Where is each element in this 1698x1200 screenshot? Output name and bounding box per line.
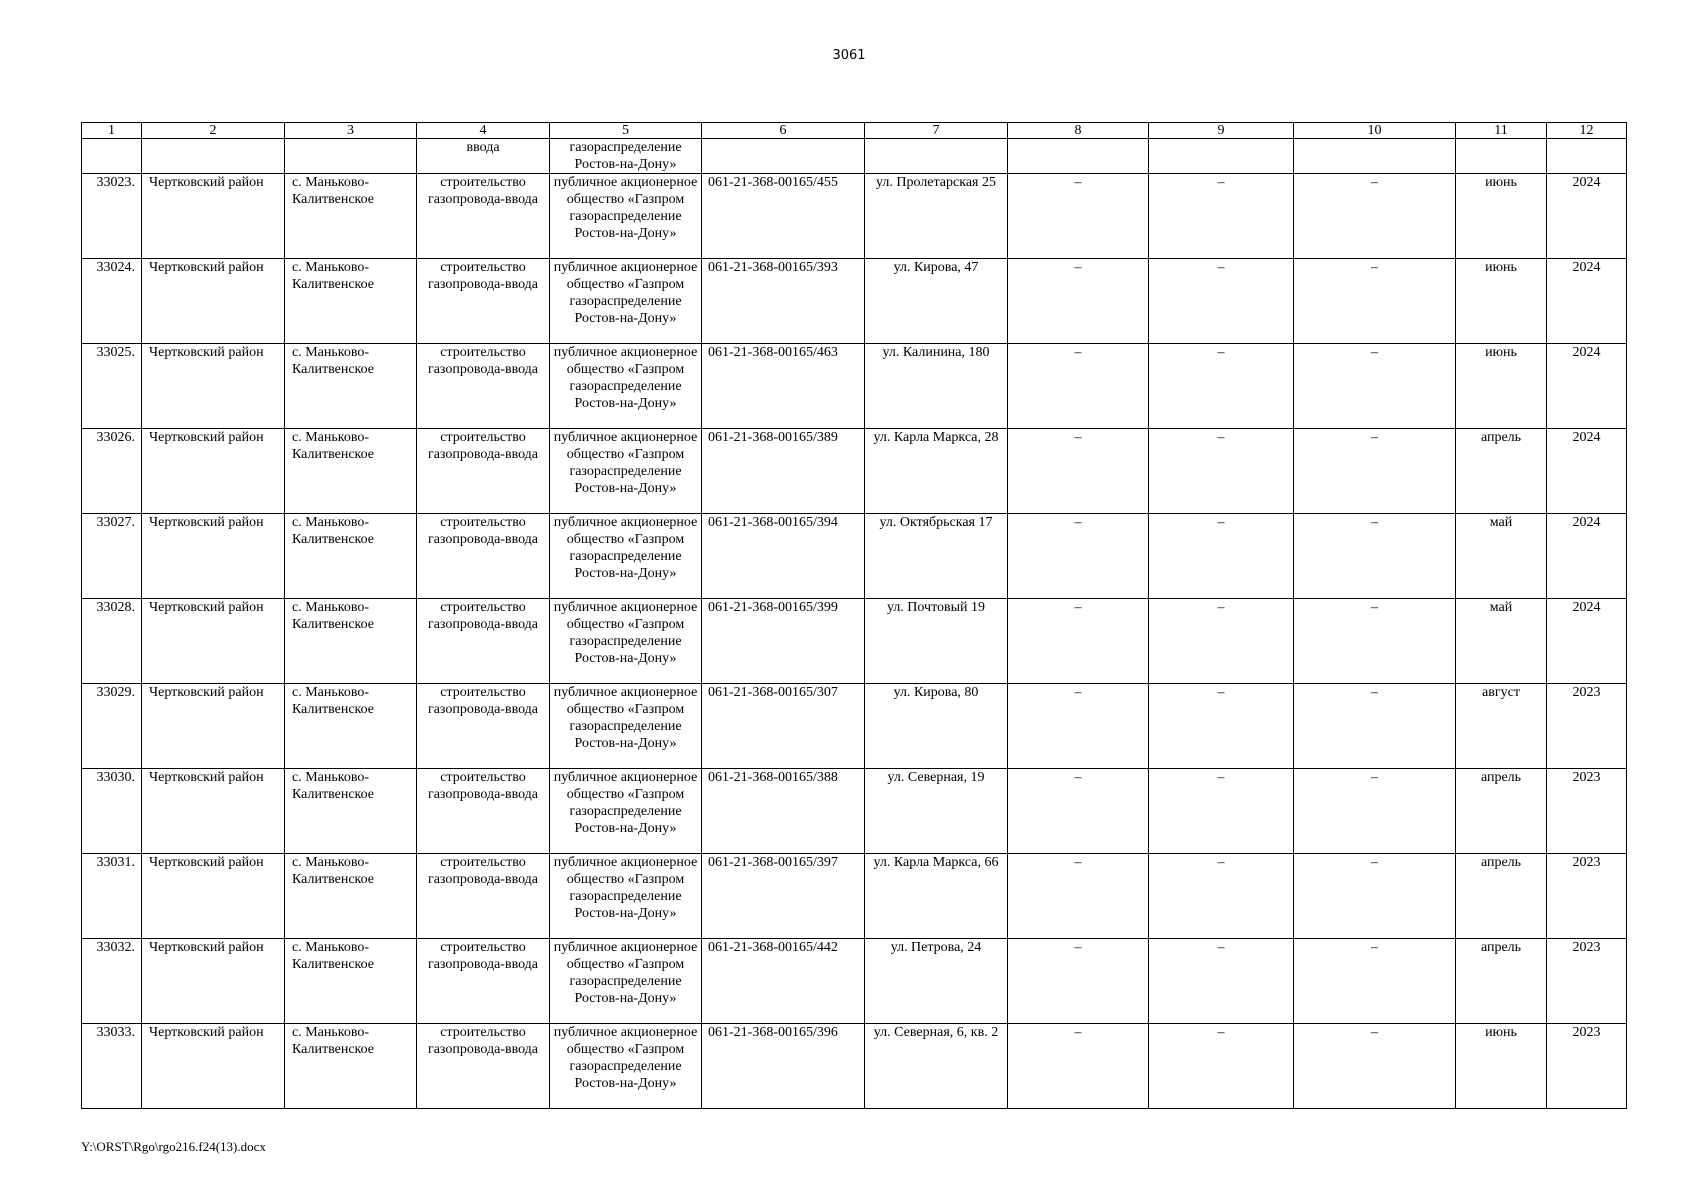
table-cell [1456,139,1547,174]
work-type-cell: строительство газопровода-ввода [417,1024,550,1109]
dash-cell: – [1149,344,1294,429]
year-cell: 2023 [1547,684,1627,769]
table-row [82,939,1627,1024]
registration-number-cell: 061-21-368-00165/442 [702,939,865,1024]
work-type-cell: строительство газопровода-ввода [417,769,550,854]
owner-cell: публичное акционерное общество «Газпром газораспределение Ростов-на-Дону» [550,684,702,769]
settlement-cell: с. Маньково-Калитвенское [285,514,417,599]
dash-cell: – [1294,344,1456,429]
month-cell: июнь [1456,174,1547,259]
table-cell [142,139,285,174]
dash-cell: – [1008,1024,1149,1109]
dash-cell: – [1008,854,1149,939]
file-path-footer: Y:\ORST\Rgo\rgo216.f24(13).docx [81,1139,266,1154]
registration-number-cell: 061-21-368-00165/388 [702,769,865,854]
address-cell: ул. Кирова, 80 [865,684,1008,769]
owner-cell: публичное акционерное общество «Газпром газораспределение Ростов-на-Дону» [550,259,702,344]
table-row [82,684,1627,769]
table-cell [1008,139,1149,174]
month-cell: август [1456,684,1547,769]
column-header: 11 [1456,123,1547,139]
dash-cell: – [1294,939,1456,1024]
district-cell: Чертковский район [142,939,285,1024]
table-header [82,123,1627,139]
column-header: 6 [702,123,865,139]
column-header: 3 [285,123,417,139]
month-cell: июнь [1456,1024,1547,1109]
district-cell: Чертковский район [142,514,285,599]
dash-cell: – [1149,769,1294,854]
continuation-row [82,139,1627,174]
owner-cell: публичное акционерное общество «Газпром газораспределение Ростов-на-Дону» [550,769,702,854]
owner-cell: публичное акционерное общество «Газпром газораспределение Ростов-на-Дону» [550,939,702,1024]
dash-cell: – [1008,769,1149,854]
row-number-cell: 33033. [82,1024,142,1109]
year-cell: 2023 [1547,769,1627,854]
work-type-cell: ввода [417,139,550,174]
work-type-cell: строительство газопровода-ввода [417,684,550,769]
registration-number-cell: 061-21-368-00165/399 [702,599,865,684]
year-cell: 2024 [1547,429,1627,514]
dash-cell: – [1149,174,1294,259]
settlement-cell: с. Маньково-Калитвенское [285,429,417,514]
column-header: 7 [865,123,1008,139]
table-cell [82,139,142,174]
address-cell: ул. Северная, 19 [865,769,1008,854]
table-row [82,514,1627,599]
year-cell: 2024 [1547,344,1627,429]
year-cell: 2024 [1547,514,1627,599]
owner-cell: публичное акционерное общество «Газпром газораспределение Ростов-на-Дону» [550,174,702,259]
dash-cell: – [1149,429,1294,514]
dash-cell: – [1294,429,1456,514]
registration-number-cell: 061-21-368-00165/393 [702,259,865,344]
owner-cell: публичное акционерное общество «Газпром газораспределение Ростов-на-Дону» [550,514,702,599]
column-header: 8 [1008,123,1149,139]
row-number-cell: 33027. [82,514,142,599]
district-cell: Чертковский район [142,429,285,514]
dash-cell: – [1008,259,1149,344]
year-cell: 2023 [1547,1024,1627,1109]
column-header: 9 [1149,123,1294,139]
work-type-cell: строительство газопровода-ввода [417,429,550,514]
district-cell: Чертковский район [142,684,285,769]
table-cell [1149,139,1294,174]
district-cell: Чертковский район [142,1024,285,1109]
registration-number-cell: 061-21-368-00165/455 [702,174,865,259]
row-number-cell: 33032. [82,939,142,1024]
dash-cell: – [1294,174,1456,259]
table-row [82,1024,1627,1109]
month-cell: апрель [1456,854,1547,939]
dash-cell: – [1149,939,1294,1024]
owner-cell: газораспределение Ростов-на-Дону» [550,139,702,174]
table-row [82,344,1627,429]
district-cell: Чертковский район [142,769,285,854]
dash-cell: – [1008,429,1149,514]
column-header: 10 [1294,123,1456,139]
settlement-cell: с. Маньково-Калитвенское [285,599,417,684]
table-body [82,139,1627,1109]
dash-cell: – [1149,599,1294,684]
district-cell: Чертковский район [142,174,285,259]
dash-cell: – [1008,514,1149,599]
table-row [82,259,1627,344]
owner-cell: публичное акционерное общество «Газпром газораспределение Ростов-на-Дону» [550,344,702,429]
address-cell: ул. Почтовый 19 [865,599,1008,684]
address-cell: ул. Северная, 6, кв. 2 [865,1024,1008,1109]
month-cell: май [1456,514,1547,599]
address-cell: ул. Калинина, 180 [865,344,1008,429]
district-cell: Чертковский район [142,599,285,684]
row-number-cell: 33026. [82,429,142,514]
registration-number-cell: 061-21-368-00165/389 [702,429,865,514]
settlement-cell: с. Маньково-Калитвенское [285,1024,417,1109]
year-cell: 2024 [1547,174,1627,259]
work-type-cell: строительство газопровода-ввода [417,514,550,599]
address-cell: ул. Петрова, 24 [865,939,1008,1024]
registration-number-cell: 061-21-368-00165/397 [702,854,865,939]
dash-cell: – [1294,1024,1456,1109]
month-cell: апрель [1456,429,1547,514]
work-type-cell: строительство газопровода-ввода [417,259,550,344]
month-cell: май [1456,599,1547,684]
owner-cell: публичное акционерное общество «Газпром газораспределение Ростов-на-Дону» [550,1024,702,1109]
column-header: 4 [417,123,550,139]
column-header: 5 [550,123,702,139]
dash-cell: – [1149,854,1294,939]
district-cell: Чертковский район [142,854,285,939]
page-number: 3061 [832,48,866,63]
row-number-cell: 33029. [82,684,142,769]
year-cell: 2024 [1547,599,1627,684]
dash-cell: – [1294,514,1456,599]
column-number-row [82,123,1627,139]
row-number-cell: 33031. [82,854,142,939]
district-cell: Чертковский район [142,259,285,344]
dash-cell: – [1008,599,1149,684]
table-cell [1547,139,1627,174]
column-header: 2 [142,123,285,139]
table-row [82,769,1627,854]
table-row [82,854,1627,939]
table-row [82,174,1627,259]
work-type-cell: строительство газопровода-ввода [417,854,550,939]
year-cell: 2023 [1547,939,1627,1024]
row-number-cell: 33023. [82,174,142,259]
settlement-cell: с. Маньково-Калитвенское [285,344,417,429]
dash-cell: – [1294,769,1456,854]
table-row [82,429,1627,514]
dash-cell: – [1294,854,1456,939]
registration-number-cell: 061-21-368-00165/394 [702,514,865,599]
address-cell: ул. Кирова, 47 [865,259,1008,344]
dash-cell: – [1294,684,1456,769]
dash-cell: – [1008,939,1149,1024]
address-cell: ул. Пролетарская 25 [865,174,1008,259]
table-row [82,599,1627,684]
table-cell [285,139,417,174]
settlement-cell: с. Маньково-Калитвенское [285,769,417,854]
column-header: 1 [82,123,142,139]
month-cell: июнь [1456,259,1547,344]
dash-cell: – [1008,684,1149,769]
address-cell: ул. Карла Маркса, 28 [865,429,1008,514]
year-cell: 2023 [1547,854,1627,939]
owner-cell: публичное акционерное общество «Газпром газораспределение Ростов-на-Дону» [550,599,702,684]
registration-number-cell: 061-21-368-00165/307 [702,684,865,769]
owner-cell: публичное акционерное общество «Газпром газораспределение Ростов-на-Дону» [550,854,702,939]
row-number-cell: 33028. [82,599,142,684]
dash-cell: – [1149,1024,1294,1109]
row-number-cell: 33025. [82,344,142,429]
settlement-cell: с. Маньково-Калитвенское [285,939,417,1024]
settlement-cell: с. Маньково-Калитвенское [285,259,417,344]
work-type-cell: строительство газопровода-ввода [417,344,550,429]
settlement-cell: с. Маньково-Калитвенское [285,174,417,259]
work-type-cell: строительство газопровода-ввода [417,599,550,684]
dash-cell: – [1149,514,1294,599]
month-cell: июнь [1456,344,1547,429]
row-number-cell: 33030. [82,769,142,854]
month-cell: апрель [1456,939,1547,1024]
settlement-cell: с. Маньково-Калитвенское [285,854,417,939]
month-cell: апрель [1456,769,1547,854]
dash-cell: – [1008,344,1149,429]
column-header: 12 [1547,123,1627,139]
dash-cell: – [1149,684,1294,769]
district-cell: Чертковский район [142,344,285,429]
table-cell [865,139,1008,174]
dash-cell: – [1294,259,1456,344]
address-cell: ул. Карла Маркса, 66 [865,854,1008,939]
dash-cell: – [1008,174,1149,259]
registration-number-cell: 061-21-368-00165/463 [702,344,865,429]
year-cell: 2024 [1547,259,1627,344]
work-type-cell: строительство газопровода-ввода [417,939,550,1024]
register-table [81,122,1627,1109]
owner-cell: публичное акционерное общество «Газпром газораспределение Ростов-на-Дону» [550,429,702,514]
table-cell [702,139,865,174]
dash-cell: – [1294,599,1456,684]
settlement-cell: с. Маньково-Калитвенское [285,684,417,769]
address-cell: ул. Октябрьская 17 [865,514,1008,599]
registration-number-cell: 061-21-368-00165/396 [702,1024,865,1109]
work-type-cell: строительство газопровода-ввода [417,174,550,259]
table-cell [1294,139,1456,174]
dash-cell: – [1149,259,1294,344]
row-number-cell: 33024. [82,259,142,344]
